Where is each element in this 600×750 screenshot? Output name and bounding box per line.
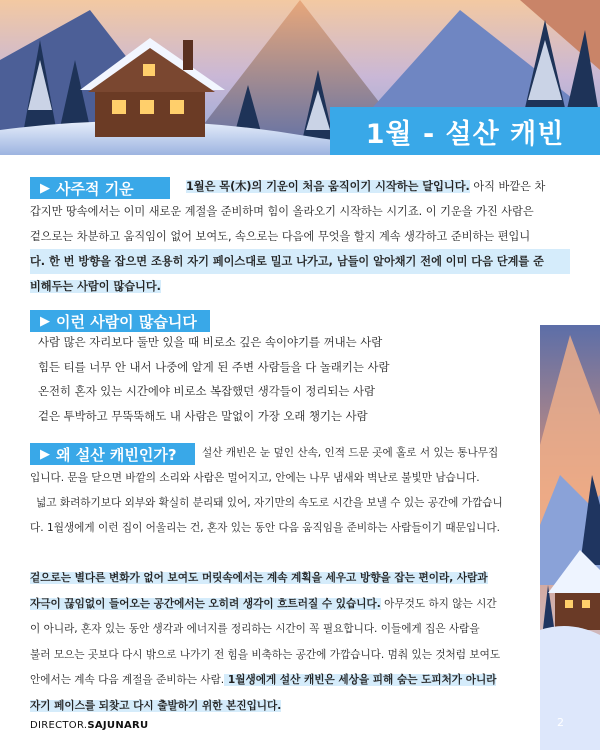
- section3-paragraph2: [30, 566, 550, 719]
- footer-credit: [30, 720, 148, 731]
- section1-body: [30, 174, 570, 299]
- section1-line: 다. 한 번 방향을 잡으면 조용히 자기 페이스대로 밀고 나가고, 남들이 알아채기 전에 이미 다음 단계를 준: [30, 249, 570, 274]
- section3-line: 다. 1월생에게 이런 집이 어울리는 건, 혼자 있는 동안 다음 움직임을 준비하는 사람들이기 때문입니다.: [30, 522, 500, 534]
- section3-line: 설산 캐빈은 눈 덮인 산속, 인적 드문 곳에 홀로 서 있는 통나무집: [202, 447, 499, 459]
- section3-line: 입니다. 문을 닫으면 바깥의 소리와 사람은 멀어지고, 안에는 나무 냄새와 벽난로 불빛만 남습니다.: [30, 472, 480, 484]
- footer-name: SAJUNARU: [87, 720, 149, 731]
- people-list: [38, 330, 390, 428]
- section3-line: [30, 694, 550, 720]
- section-heading-people: [30, 310, 210, 332]
- section3-line: [30, 668, 550, 694]
- list-item: 힘든 티를 너무 안 내서 나중에 알게 된 주변 사람들을 다 놀래키는 사람: [38, 359, 390, 374]
- play-triangle-icon: ▶: [40, 180, 50, 196]
- section1-line: [30, 274, 570, 299]
- section3-line: 이 아니라, 혼자 있는 동안 생각과 에너지를 정리하는 시간이 꼭 필요합니다. 이들에게 집은 사람을: [30, 623, 480, 635]
- highlight-text: 겉으로는 별다른 변화가 없어 보여도 머릿속에서는 계속 계획을 세우고 방향을 잡는 편이라, 사람과: [30, 572, 488, 584]
- list-item: 온전히 혼자 있는 시간에야 비로소 복잡했던 생각들이 정리되는 사람: [38, 384, 376, 398]
- section1-line: 갑지만 땅속에서는 이미 새로운 계절을 준비하며 힘이 올라오기 시작하는 시기죠. 이 기운을 가진 사람은: [30, 205, 534, 218]
- footer-prefix: DIRECTOR.: [30, 720, 88, 731]
- section3-line: 넓고 화려하기보다 외부와 확실히 분리돼 있어, 자기만의 속도로 시간을 보낼 수 있는 공간에 가깝습니: [36, 497, 503, 509]
- section1-line: [30, 174, 570, 199]
- section3-line: [30, 592, 550, 618]
- text-span: 안에서는 계속 다음 계절을 준비하는 사람.: [30, 674, 225, 686]
- section-heading-label: 왜 설산 캐빈인가?: [56, 445, 177, 464]
- section-heading-label: 사주적 기운: [56, 179, 134, 198]
- play-triangle-icon: ▶: [40, 313, 50, 329]
- page-number: 2: [557, 716, 564, 729]
- highlight-text: 1월은 목(木)의 기운이 처음 움직이기 시작하는 달입니다.: [186, 180, 470, 193]
- list-item: 사람 많은 자리보다 둘만 있을 때 비로소 깊은 속이야기를 꺼내는 사람: [38, 335, 383, 349]
- section3-line: 불러 모으는 곳보다 다시 밖으로 나가기 전 힘을 비축하는 공간에 가깝습니다. 멈춰 있는 것처럼 보여도: [30, 648, 501, 661]
- section3-line: [30, 566, 550, 592]
- section3-intro: [30, 441, 550, 541]
- highlight-text: 자기 페이스를 되찾고 다시 출발하기 위한 본진입니다.: [30, 699, 282, 712]
- text-span: 아무것도 하지 않는 시간: [380, 597, 497, 610]
- highlight-text: 자극이 끊임없이 들어오는 공간에서는 오히려 생각이 흐트러질 수 있습니다.: [30, 597, 381, 610]
- text-span: 아직 바깥은 차: [469, 180, 546, 193]
- highlight-text: 1월생에게 설산 캐빈은 세상을 피해 숨는 도피처가 아니라: [224, 674, 497, 686]
- list-item: 겉은 투박하고 무뚝뚝해도 내 사람은 말없이 가장 오래 챙기는 사람: [38, 408, 368, 423]
- title-banner: [330, 107, 600, 155]
- page-title: 1월 - 설산 캐빈: [365, 118, 565, 150]
- section1-line: 겉으로는 차분하고 움직임이 없어 보여도, 속으로는 다음에 무엇을 할지 계속 생각하고 준비하는 편입니: [30, 230, 531, 243]
- play-triangle-icon: ▶: [40, 446, 50, 462]
- highlight-text: 비해두는 사람이 많습니다.: [30, 280, 161, 293]
- section-heading-label: 이런 사람이 많습니다: [56, 312, 197, 331]
